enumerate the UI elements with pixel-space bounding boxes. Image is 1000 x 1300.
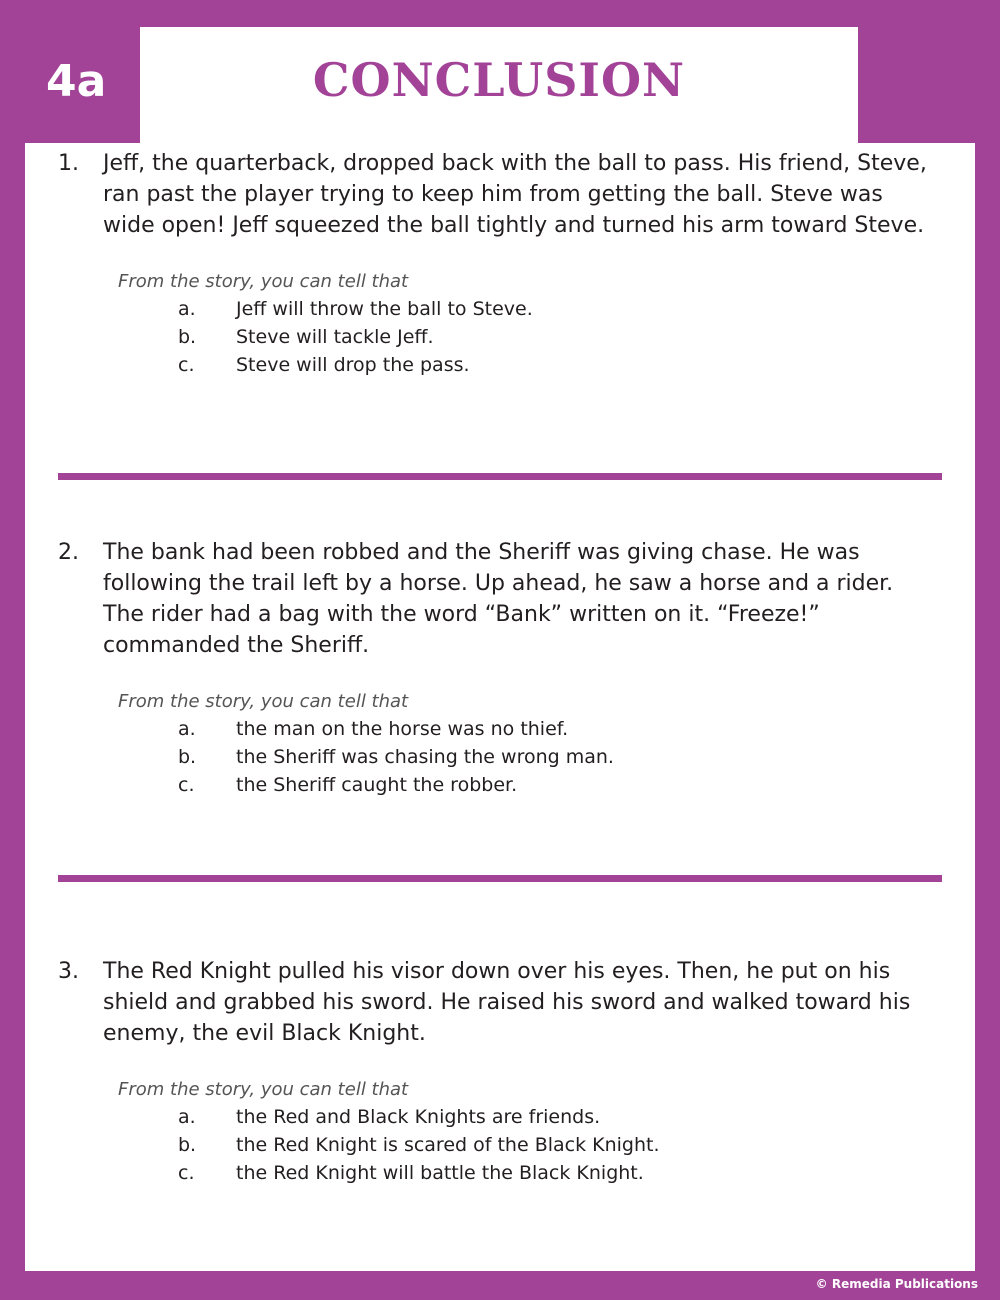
choice-letter: c. <box>178 1162 195 1184</box>
choice-a[interactable] <box>178 715 938 743</box>
choice-letter: a. <box>178 718 196 740</box>
question-number: 1. <box>58 151 79 176</box>
choice-a[interactable] <box>178 1103 938 1131</box>
choice-text: Steve will drop the pass. <box>236 354 470 376</box>
question-number: 3. <box>58 959 79 984</box>
choice-b[interactable] <box>178 1131 938 1159</box>
choice-letter: c. <box>178 774 195 796</box>
question-1 <box>58 148 938 379</box>
choice-letter: a. <box>178 298 196 320</box>
choice-b[interactable] <box>178 323 938 351</box>
page-title: CONCLUSION <box>312 53 686 107</box>
choice-list <box>178 1103 938 1187</box>
choice-letter: a. <box>178 1106 196 1128</box>
choice-text: the Red Knight will battle the Black Knight. <box>236 1162 644 1184</box>
question-text: The Red Knight pulled his visor down over his eyes. Then, he put on his shield and grabbed his sword. He raised his sword and walked toward his enemy, the evil Black Knight. <box>103 959 911 1046</box>
title-box <box>140 27 858 145</box>
choice-letter: b. <box>178 1134 197 1156</box>
choice-text: the man on the horse was no thief. <box>236 718 569 740</box>
choice-c[interactable] <box>178 351 938 379</box>
choice-text: the Red and Black Knights are friends. <box>236 1106 601 1128</box>
choice-c[interactable] <box>178 1159 938 1187</box>
choice-letter: c. <box>178 354 195 376</box>
choice-list <box>178 715 938 799</box>
copyright-footer: © Remedia Publications <box>815 1277 978 1291</box>
choice-text: the Red Knight is scared of the Black Knight. <box>236 1134 660 1156</box>
question-number: 2. <box>58 540 79 565</box>
question-2 <box>58 537 938 799</box>
question-prompt: From the story, you can tell that <box>118 271 409 292</box>
question-prompt: From the story, you can tell that <box>118 691 409 712</box>
choice-a[interactable] <box>178 295 938 323</box>
question-stem <box>58 148 938 241</box>
question-prompt: From the story, you can tell that <box>118 1079 409 1100</box>
question-stem <box>58 537 938 661</box>
question-stem <box>58 956 938 1049</box>
question-text: The bank had been robbed and the Sheriff was giving chase. He was following the trail left by a horse. Up ahead, he saw a horse and a rider. The rider had a bag with the word “Bank” written on it. “Freeze!” commanded the Sheriff. <box>103 540 894 658</box>
section-divider <box>58 473 942 480</box>
choice-c[interactable] <box>178 771 938 799</box>
section-divider <box>58 875 942 882</box>
choice-b[interactable] <box>178 743 938 771</box>
question-text: Jeff, the quarterback, dropped back with the ball to pass. His friend, Steve, ran past the player trying to keep him from getting the ball. Steve was wide open! Jeff squeezed the ball tightly and turned his arm toward Steve. <box>103 151 927 238</box>
choice-letter: b. <box>178 746 197 768</box>
choice-letter: b. <box>178 326 197 348</box>
question-3 <box>58 956 938 1187</box>
choice-text: the Sheriff was chasing the wrong man. <box>236 746 614 768</box>
choice-text: the Sheriff caught the robber. <box>236 774 518 796</box>
choice-text: Jeff will throw the ball to Steve. <box>236 298 533 320</box>
lesson-badge: 4a <box>46 56 107 107</box>
choice-list <box>178 295 938 379</box>
choice-text: Steve will tackle Jeff. <box>236 326 434 348</box>
